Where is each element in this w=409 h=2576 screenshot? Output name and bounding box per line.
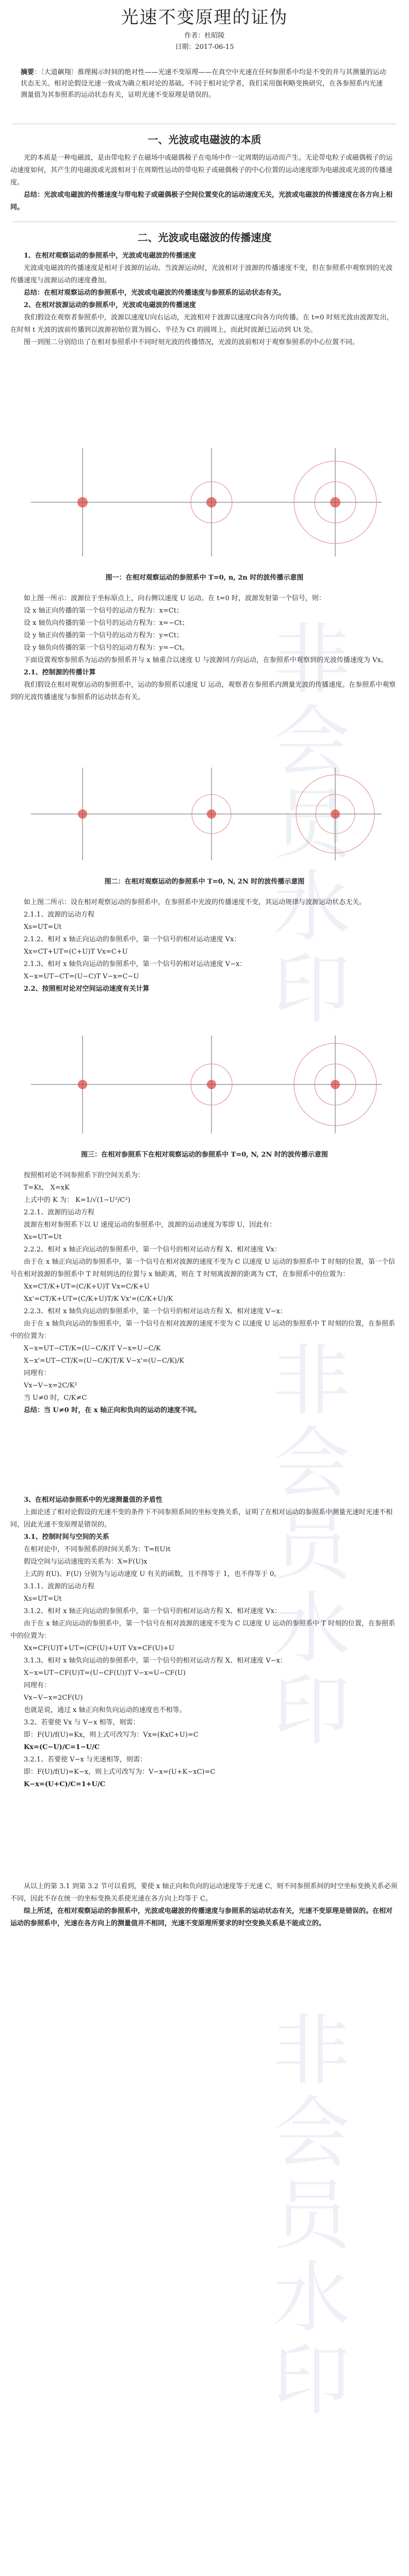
equation: Xx=CT/K+UT=(C/K+U)T Vx=C/K+U xyxy=(24,1283,150,1291)
subheading: 3.1、控制时间与空间的关系 xyxy=(24,1533,109,1541)
equation: K−x=(U+C)/C=1+U/C xyxy=(24,1781,106,1788)
paragraph: 上面论述了相对论假设的光速不变的条件下不同参照系间的坐标变换关系，证明了在相对运动的参照系中测量光速时光速不相同，因此光速不变原理是错误的。 xyxy=(10,1509,393,1529)
equation: Xx=CT+UT=(C+U)T Vx=C+U xyxy=(24,948,128,956)
section2-body-b xyxy=(10,896,399,995)
paragraph: 同理有： xyxy=(24,1682,51,1689)
figure-1-diagram xyxy=(21,438,388,567)
section2-heading: 二、光波或电磁波的传播速度 xyxy=(137,231,272,244)
subheading: 2、在相对波源运动的参照系中，光波或电磁波的传播速度 xyxy=(24,301,197,309)
paragraph: 2.2.3、相对 x 轴负向运动的参照系中，第一个信号的相对运动方程 X、相对速度 V−x： xyxy=(24,1308,287,1315)
paragraph: 由于在 x 轴负向运动的参照系中，第一个信号在相对波源的速度不变为 C 以速度 U 运动的参照系中 T 时刻的位置，在参照系中的位置为： xyxy=(10,1320,395,1340)
paragraph: 总结：光波或电磁波的传播速度与带电粒子或磁偶极子空间位置变化的运动速度无关，光波或电磁波的传播速度在各方向上相同。 xyxy=(10,191,393,211)
section2-intro xyxy=(10,250,399,349)
paragraph: 如上图一所示：波源位于坐标原点上，向右侧以速度 U 运动。在 t=0 时，波源发射第一个信号，则： xyxy=(24,595,325,602)
conclusion xyxy=(10,1880,399,1930)
paragraph: 3.2、若要使 Vx 与 V−x 相等，则需： xyxy=(24,1719,140,1726)
author-line: 作者：杜昭陵 xyxy=(184,32,225,40)
equation: 即：F(U)/f(U)=Kx，则上式可改写为：Vx=(KxC+U)=C xyxy=(24,1731,199,1739)
equation: X−x=UT−CT/K=(U−C/K)T V−x=U−C/K xyxy=(24,1345,161,1352)
equation: Xx=CF(U)T+UT=(CF(U)+U)T Vx=CF(U)+U xyxy=(24,1645,175,1652)
paragraph: 2.2.2、相对 x 轴正向运动的参照系中，第一个信号的相对运动方程 X、相对速度 Vx： xyxy=(24,1246,281,1253)
equation: T=Kt， X=xK xyxy=(24,1184,70,1192)
section1-heading: 一、光波或电磁波的本质 xyxy=(148,133,261,146)
paragraph: 设 x 轴负向传播的第一个信号的运动方程为：x=−Ct； xyxy=(24,619,189,627)
paragraph: 按照相对论不同参照系下的空间关系为： xyxy=(24,1172,145,1179)
equation: Xs=UT=Ut xyxy=(24,1233,62,1241)
paragraph: 2.2.1、波源的运动方程 xyxy=(24,1209,95,1216)
subheading: 2.1、控制源的传播计算 xyxy=(24,669,96,676)
paragraph: 也就是说，通过 x 轴正向和负向运动的速度也不相等。 xyxy=(24,1706,186,1714)
paragraph: 3.1.1、波源的运动方程 xyxy=(24,1583,95,1590)
equation: Xx'=CT/K+UT=(C/K+U)T/K Vx'=(C/K+U)/K xyxy=(24,1295,173,1303)
figure-2 xyxy=(21,757,388,871)
paragraph: 图一到图二分别给出了在相对参照系中不同时刻光波的传播情况，光波的波前相对于观察参照系的中心位置不同。 xyxy=(24,338,359,346)
section1-body xyxy=(10,152,399,214)
equation: X−x=UT−CF(U)T=(U−CF(U))T V−x=U−CF(U) xyxy=(24,1669,186,1677)
figure-1 xyxy=(21,438,388,567)
paragraph: 设 y 轴负向传播的第一个信号的运动方程为：y=−Ct。 xyxy=(24,644,189,652)
equation: X−x=UT−CT=(U−C)T V−x=C−U xyxy=(24,973,139,980)
paragraph: 总结：当 U≠0 时，在 x 轴正向和负向的运动的速度不同。 xyxy=(24,1406,201,1414)
paragraph: 光波或电磁波的传播速度是相对于波源的运动。当波源运动时，光波相对于波源的传播速度不变，但在参照系中观察到的光波传播速度与波源运动的速度叠加。 xyxy=(10,264,393,284)
paragraph: 2.1.2、相对 x 轴正向运动的参照系中，第一个信号的相对运动速度 Vx： xyxy=(24,936,241,943)
figure-1-caption: 图一：在相对观察运动的参照系中 T=0, n, 2n 时的波传播示意图 xyxy=(105,574,304,582)
figure-3-caption: 图三：在相对参照系下在相对观察运动的参照系中 T=0, N, 2N 时的波传播示意图 xyxy=(81,1151,328,1159)
paragraph: 3.2.1、若要使 V−x 与光速相等，则需： xyxy=(24,1756,146,1764)
abstract: 摘要：〔大道飙翔〕推理揭示时间的绝对性——光速不变原理——在真空中光速在任何参照系中均是不变的并与其测量的运动状态无关。相对论假设光速一致成为确立相对论的基础。不同于相对论学者，我们采用伽利略变换研究，在各参照系内光速测量值为其参照系的运动状态有关，证明光速不变原理是错误的。 xyxy=(21,69,386,99)
paragraph: 3.1.3、相对 x 轴负向运动的参照系中，第一个信号的相对运动方程 X、相对速度 V−x： xyxy=(24,1657,287,1665)
paragraph: 光的本质是一种电磁波，是由带电粒子在磁场中或磁偶极子在电场中作一定周期的运动而产生。无论带电粒子或磁偶极子的运动速度如何，其产生的电磁波或光波相对于在周期性运动的带电粒子或磁偶极子的中心位置的运动速度即为电磁波或光波的传播速度。 xyxy=(10,154,393,187)
paragraph: 设 x 轴正向传播的第一个信号的运动方程为：x=Ct； xyxy=(24,607,183,615)
paragraph: 设 y 轴正向传播的第一个信号的运动方程为：y=Ct； xyxy=(24,632,184,639)
section2-body-c xyxy=(10,1170,399,1417)
figure-3-diagram xyxy=(21,1025,388,1144)
equation: 当 U≠0 时，C/K≠C xyxy=(24,1394,87,1402)
paragraph: 2.1.1、波源的运动方程 xyxy=(24,911,95,919)
watermark: 非会员水印 xyxy=(259,618,349,1030)
section2-body-d xyxy=(10,1494,399,1791)
paragraph: 由于在 x 轴正向运动的参照系中，第一个信号在相对波源的速度不变为 C 以速度 U 运动的参照系中 T 时刻的位置，第一个信号在相对波源的参照系中 T 时刻到达的位置与 x 轴距离，则在 T 时刻离波源的距离为 CT，在参照系中的位置为： xyxy=(10,1258,395,1278)
paragraph: 同理有： xyxy=(24,1369,51,1377)
paragraph: 从以上的第 3.1 到第 3.2 节可以看到，要使 x 轴正向和负向的运动速度等于光速 C，则不同参照系间的时空坐标变换关系必须不同，因此不存在统一的坐标变换关系使光速在各方向上均等于 C。 xyxy=(10,1883,398,1903)
paragraph: 上式的 f(U)、F(U) 分别为与运动速度 U 有关的函数，且不得等于 1，也不得等于 0。 xyxy=(24,1570,281,1578)
paragraph: 我们假设在观察者参照系中，波源以速度U向右运动，光波相对于波源以速度C向各方向传播。在 t=0 时刻光波由波源发出，在时刻 t 光波的波前传播到以波源初始位置为圆心、半径为 Ct 的圆周上，而此时波源已运动到 Ut 处。 xyxy=(10,314,394,334)
section2-body-a xyxy=(10,592,399,704)
equation: Xs=UT=Ut xyxy=(24,923,62,931)
figure-2-diagram xyxy=(21,757,388,871)
equation: 上式中的 K 为： K=1/√(1−U²/C²) xyxy=(24,1196,130,1204)
equation: Vx−V−x=2CF(U) xyxy=(24,1694,83,1702)
equation: Kx=(C−U)/C=1−U/C xyxy=(24,1743,100,1751)
watermark: 非会员水印 xyxy=(259,2009,349,2421)
paragraph: 我们假设在相对观察运动的参照系中，运动的参照系以速度 U 运动，观察者在参照系内测量光波的传播速度。在参照系中观察到的光波传播速度与参照系的运动状态有关。 xyxy=(10,681,396,701)
abstract-label: 摘要 xyxy=(21,69,35,76)
equation: 在相对论中，不同参照系的时间关系为：T=f(U)t xyxy=(24,1546,171,1553)
watermark: 非会员水印 xyxy=(259,1340,349,1752)
equation: X−x'=UT−CT/K=(U−C/K)T/K V−x'=(U−C/K)/K xyxy=(24,1357,185,1365)
date-line: 日期：2017-06-15 xyxy=(175,43,234,51)
paragraph: 波源在相对参照系下以 U 速度运动的参照系中，波源的运动速度为零即 U，因此有： xyxy=(24,1221,276,1229)
subheading: 3、在相对运动参照系中的光速测量值的矛盾性 xyxy=(24,1496,163,1504)
equation: Vx−V−x=2C/K² xyxy=(24,1382,77,1389)
figure-2-caption: 图二：在相对观察运动的参照系中 T=0, N, 2N 时的波传播示意图 xyxy=(104,878,305,886)
equation: Xs=UT=Ut xyxy=(24,1595,62,1603)
equation: 假设空间与运动速度的关系为：X=F(U)x xyxy=(24,1558,148,1566)
equation: 即：F(U)/f(U)=K−x，则上式可改写为：V−x=(U+K−xC)=C xyxy=(24,1768,216,1776)
figure-3 xyxy=(21,1025,388,1144)
article-title: 光速不变原理的证伪 xyxy=(121,7,288,28)
paragraph: 2.1.3、相对 x 轴负向运动的参照系中，第一个信号的相对运动速度 V−x： xyxy=(24,960,247,968)
paragraph: 由于在 x 轴正向运动的参照系中，第一个信号在相对波源的速度不变为 C 以速度 U 运动的参照系中 T 时刻的位置，在参照系中的位置为： xyxy=(10,1620,395,1640)
paragraph: 下面设置观察参照系为运动的参照系并与 x 轴重合以速度 U 与波源同方向运动，在参照系中观察到的光波传播速度为 Vx。 xyxy=(24,656,388,664)
paragraph: 3.1.2、相对 x 轴正向运动的参照系中，第一个信号的相对运动方程 X、相对速度 Vx： xyxy=(24,1607,281,1615)
paragraph: 总结：在相对观察运动的参照系中，光波或电磁波的传播速度与参照系的运动状态有关。 xyxy=(24,289,286,297)
subheading: 1、在相对观察运动的参照系中，光波或电磁波的传播速度 xyxy=(24,252,197,260)
paragraph: 如上图二所示：设在相对观察运动的参照系中，在参照系中光波的传播速度不变，其运动规律与波源运动状态无关。 xyxy=(24,899,366,906)
abstract-text: 〔大道飙翔〕推理揭示时间的绝对性——光速不变原理——在真空中光速在任何参照系中均是不变的并与其测量的运动状态无关。相对论假设光速一致成为确立相对论的基础。不同于相对论学者，我们采用伽利略变换研究，在各参照系内光速测量值为其参照系的运动状态有关，证明光速不变原理是错误的。 xyxy=(21,69,386,99)
subheading: 2.2、按照相对论对空间运动速度有关计算 xyxy=(24,985,150,993)
paragraph: 综上所述，在相对观察运动的参照系中，光波或电磁波的传播速度与参照系的运动状态有关，光速不变原理是错误的。在相对运动的参照系中，光速在各方向上的测量值并不相同，光速不变原理所要求的时空变换关系是不能成立的。 xyxy=(10,1907,393,1927)
